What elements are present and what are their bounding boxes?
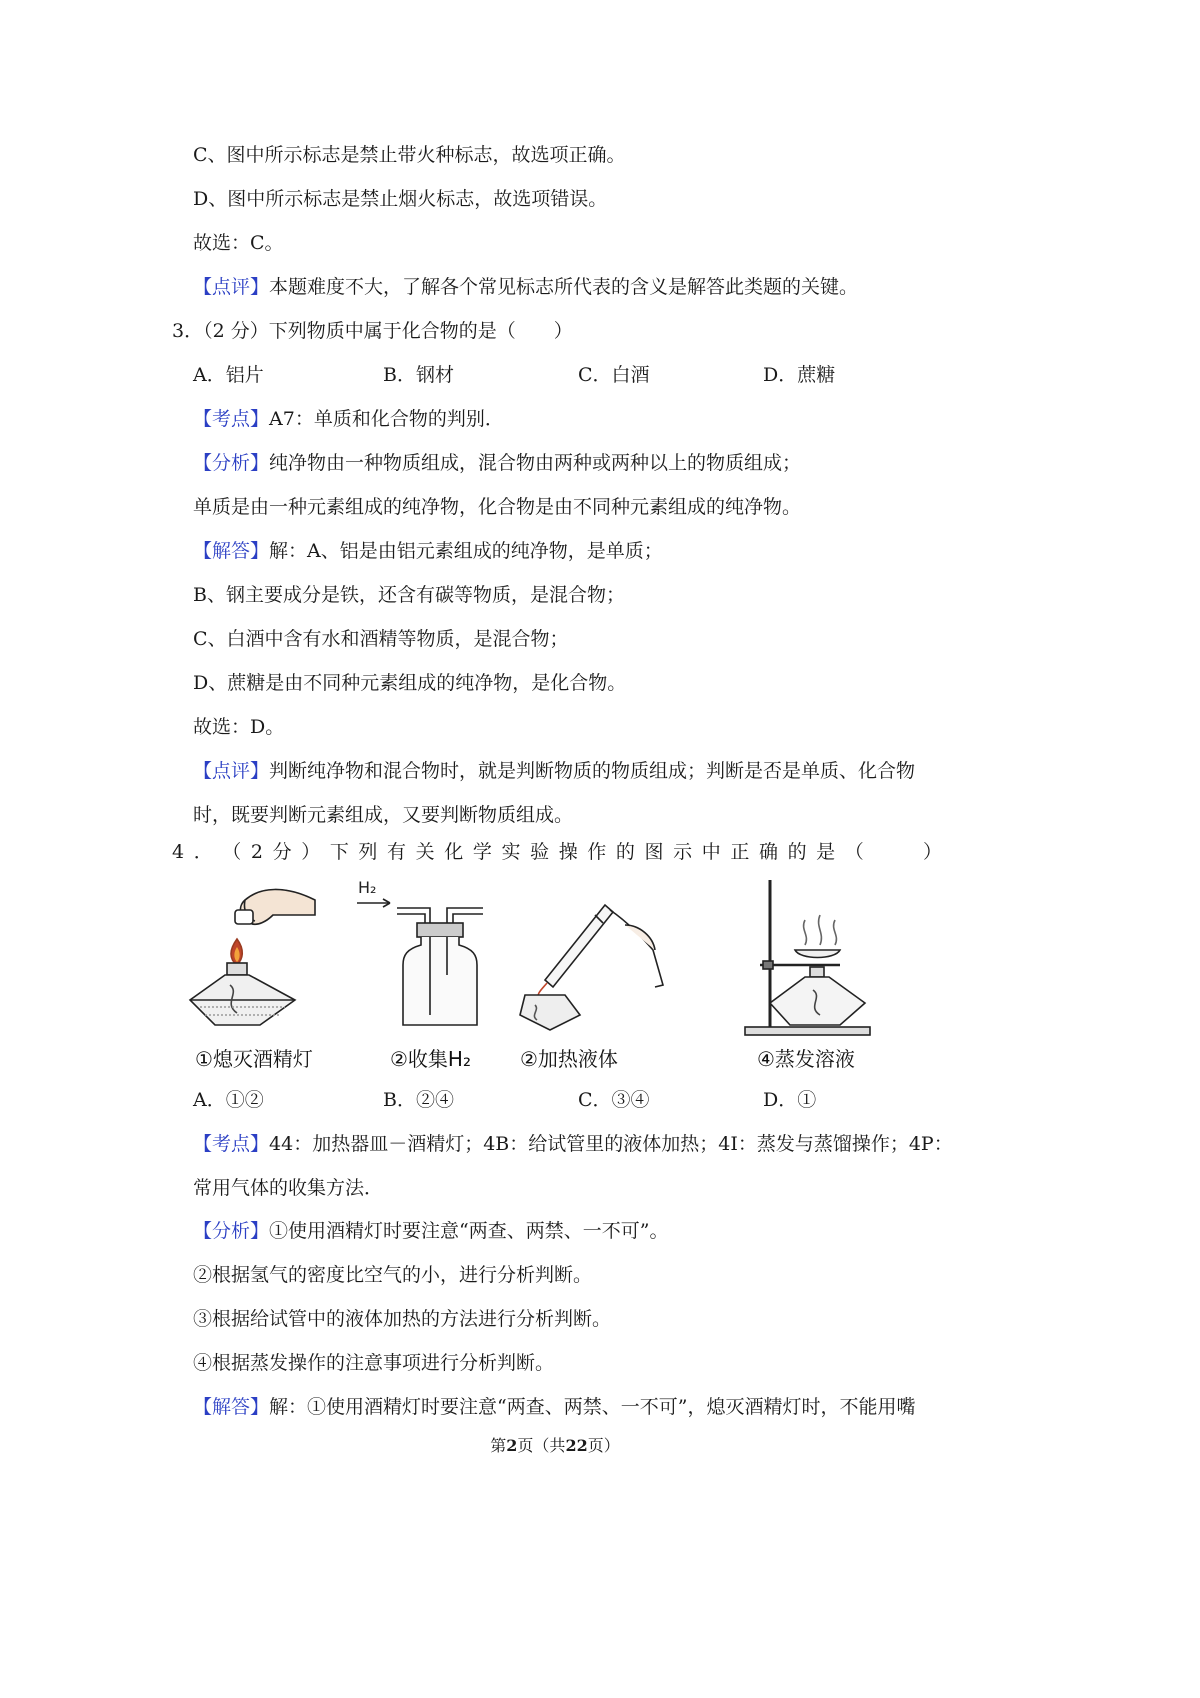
figure-caption-1: ①熄灭酒精灯 — [195, 1047, 313, 1071]
question-4-stem — [172, 840, 942, 864]
footer-text: 页（共 — [517, 1436, 566, 1455]
page-number: 2 — [506, 1436, 518, 1455]
stem-char: 关 — [415, 841, 435, 863]
total-pages: 22 — [565, 1436, 588, 1455]
collect-h2-illustration — [357, 878, 483, 1025]
stem-char: （ — [844, 841, 864, 863]
text-line: 常用气体的收集方法． — [193, 1177, 384, 1199]
section-tag: 【点评】 — [193, 760, 270, 782]
stem-char: （ — [222, 841, 242, 863]
text-line: B、钢主要成分是铁，还含有碳等物质，是混合物； — [193, 584, 625, 606]
stem-char: 中 — [701, 841, 721, 863]
stem-char: 图 — [644, 841, 664, 863]
figure-caption-3: ②加热液体 — [520, 1047, 618, 1071]
q4-kaodian — [193, 1132, 953, 1156]
q4-fenxi — [193, 1219, 668, 1243]
fenxi-text: 纯净物由一种物质组成，混合物由两种或两种以上的物质组成； — [269, 452, 802, 474]
stem-char: 实 — [501, 841, 521, 863]
stem-char: 下 — [329, 841, 349, 863]
comment-line — [193, 275, 858, 299]
stem-char: 作 — [587, 841, 607, 863]
q4-option-a: A．①② — [193, 1089, 264, 1111]
section-tag: 【解答】 — [193, 1396, 270, 1418]
page-footer — [0, 1433, 1110, 1456]
text-line: 故选：C。 — [193, 232, 284, 254]
stem-char: 化 — [444, 841, 464, 863]
stem-char: 的 — [787, 841, 807, 863]
text-line: 故选：D。 — [193, 716, 285, 738]
q3-option-d: D．蔗糖 — [763, 364, 836, 386]
q3-jieda — [193, 539, 663, 563]
q3-fenxi — [193, 451, 801, 475]
jieda-text: 解：①使用酒精灯时要注意“两查、两禁、一不可”，熄灭酒精灯时，不能用嘴 — [269, 1396, 916, 1418]
stem-char: 示 — [673, 841, 693, 863]
text-line: 单质是由一种元素组成的纯净物，化合物是由不同种元素组成的纯净物。 — [193, 496, 802, 518]
stem-char: 确 — [758, 841, 778, 863]
section-tag: 【分析】 — [193, 1220, 270, 1242]
q4-option-b: B．②④ — [383, 1089, 454, 1111]
text-line: D、图中所示标志是禁止烟火标志，故选项错误。 — [193, 188, 608, 210]
q3-option-a: A．铝片 — [193, 364, 264, 386]
q4-jieda — [193, 1395, 915, 1419]
stem-char: 列 — [358, 841, 378, 863]
stem-char: 正 — [730, 841, 750, 863]
section-tag: 【考点】 — [193, 1133, 270, 1155]
section-tag: 【分析】 — [193, 452, 270, 474]
q3-option-b: B．钢材 — [383, 364, 454, 386]
stem-char: 学 — [472, 841, 492, 863]
lab-operations-figure — [185, 875, 885, 1060]
comment-text: 本题难度不大，了解各个常见标志所代表的含义是解答此类题的关键。 — [269, 276, 859, 298]
h2-label: H₂ — [358, 878, 377, 897]
text-line: C、图中所示标志是禁止带火种标志，故选项正确。 — [193, 144, 626, 166]
jieda-text: 解：A、铝是由铝元素组成的纯净物，是单质； — [269, 540, 663, 562]
footer-text: 第 — [490, 1436, 507, 1455]
stem-char: 分 — [272, 841, 292, 863]
stem-char: 有 — [387, 841, 407, 863]
fenxi-text: ①使用酒精灯时要注意“两查、两禁、一不可”。 — [269, 1220, 669, 1242]
stem-char: 2 — [250, 841, 263, 863]
stem-char: 是 — [816, 841, 836, 863]
text-line: D、蔗糖是由不同种元素组成的纯净物，是化合物。 — [193, 672, 627, 694]
q3-kaodian — [193, 407, 504, 431]
kaodian-text: 44：加热器皿－酒精灯；4B：给试管里的液体加热；4I：蒸发与蒸馏操作；4P： — [269, 1133, 953, 1155]
section-tag: 【解答】 — [193, 540, 270, 562]
stem-char: 4 — [172, 841, 185, 863]
q4-option-c: C．③④ — [578, 1089, 650, 1111]
kaodian-text: A7：单质和化合物的判别． — [269, 408, 504, 430]
text-line: C、白酒中含有水和酒精等物质，是混合物； — [193, 628, 569, 650]
stem-char: 操 — [558, 841, 578, 863]
section-tag: 【点评】 — [193, 276, 270, 298]
text-line: ④根据蒸发操作的注意事项进行分析判断。 — [193, 1352, 555, 1374]
text-line: ③根据给试管中的液体加热的方法进行分析判断。 — [193, 1308, 612, 1330]
evaporate-illustration — [745, 880, 870, 1035]
figure-caption-2: ②收集H₂ — [390, 1047, 471, 1071]
stem-char: ） — [922, 841, 942, 863]
q3-option-c: C．白酒 — [578, 364, 650, 386]
section-tag: 【考点】 — [193, 408, 270, 430]
text-line: ②根据氢气的密度比空气的小，进行分析判断。 — [193, 1264, 593, 1286]
stem-char: 的 — [615, 841, 635, 863]
stem-char: ） — [301, 841, 321, 863]
heat-liquid-illustration — [520, 905, 663, 1030]
stem-char: 验 — [530, 841, 550, 863]
q3-dianping — [193, 759, 915, 783]
dianping-text: 判断纯净物和混合物时，就是判断物质的物质组成；判断是否是单质、化合物 — [269, 760, 916, 782]
extinguish-lamp-illustration — [190, 889, 315, 1025]
question-3-stem: 3．（2 分）下列物质中属于化合物的是（ ） — [172, 320, 573, 342]
footer-text: 页） — [587, 1436, 620, 1455]
q4-option-d: D．① — [763, 1089, 817, 1111]
stem-char: ． — [193, 841, 213, 863]
text-line: 时，既要判断元素组成，又要判断物质组成。 — [193, 804, 574, 826]
figure-caption-4: ④蒸发溶液 — [757, 1047, 855, 1071]
